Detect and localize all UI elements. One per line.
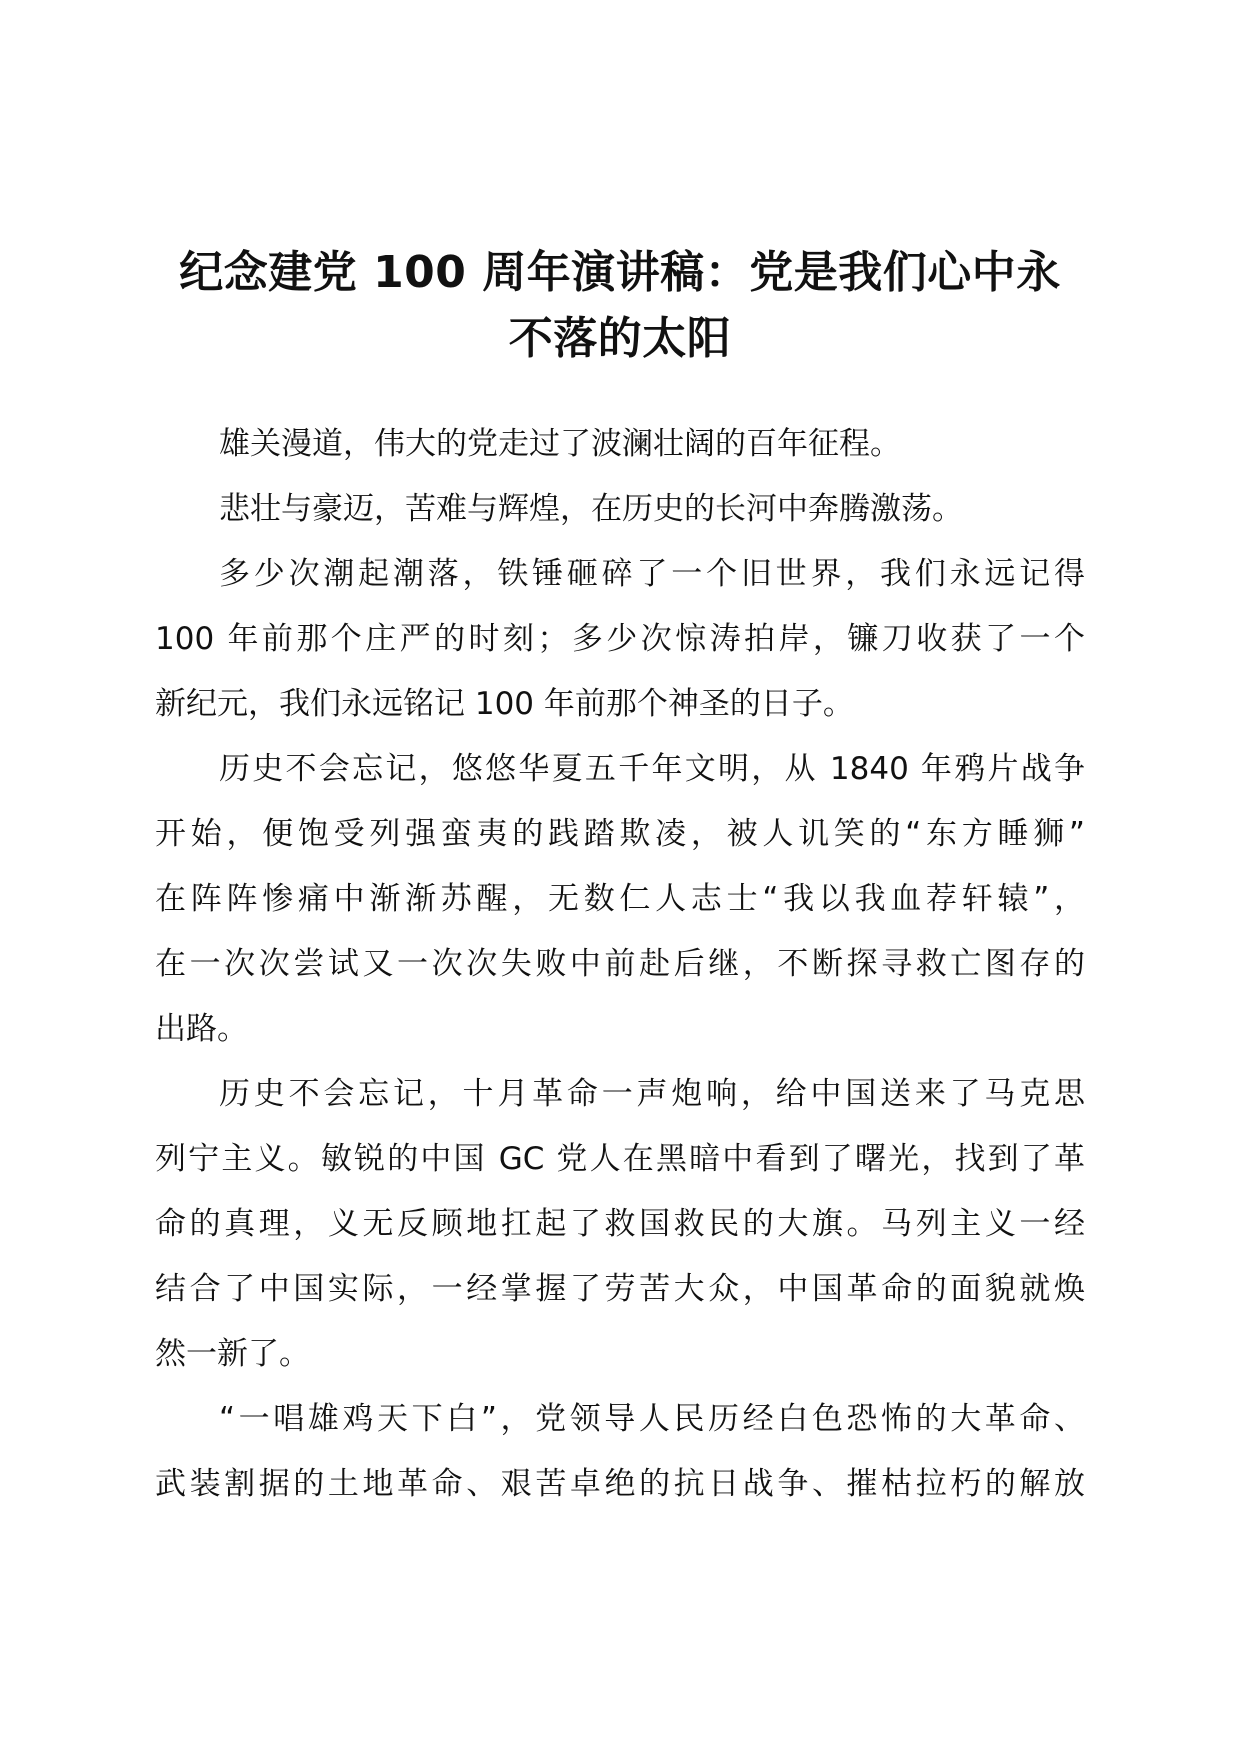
paragraph bbox=[155, 1387, 1085, 1517]
title-line: 纪念建党 100 周年演讲稿：党是我们心中永 bbox=[179, 247, 1061, 298]
paragraph-line: 命的真理，义无反顾地扛起了救国救民的大旗。马列主义一经 bbox=[155, 1206, 1085, 1242]
paragraph-line: 开始，便饱受列强蛮夷的践踏欺凌，被人讥笑的“东方睡狮” bbox=[155, 816, 1085, 852]
paragraph-line: 列宁主义。敏锐的中国 GC 党人在黑暗中看到了曙光，找到了革 bbox=[155, 1141, 1085, 1177]
paragraph-line: 100 年前那个庄严的时刻；多少次惊涛拍岸，镰刀收获了一个 bbox=[155, 621, 1085, 657]
paragraph-line: 在阵阵惨痛中渐渐苏醒，无数仁人志士“我以我血荐轩辕”， bbox=[155, 881, 1085, 917]
paragraph-line: 历史不会忘记，十月革命一声炮响，给中国送来了马克思 bbox=[219, 1076, 1085, 1112]
paragraph-line: 雄关漫道，伟大的党走过了波澜壮阔的百年征程。 bbox=[219, 426, 901, 462]
paragraph-line: “一唱雄鸡天下白”，党领导人民历经白色恐怖的大革命、 bbox=[219, 1401, 1085, 1437]
paragraph bbox=[155, 412, 1085, 477]
paragraph bbox=[155, 1062, 1085, 1387]
paragraph-line: 悲壮与豪迈，苦难与辉煌，在历史的长河中奔腾激荡。 bbox=[219, 491, 963, 527]
paragraph-line: 出路。 bbox=[155, 1011, 248, 1047]
paragraph-line: 然一新了。 bbox=[155, 1336, 310, 1372]
paragraph-line: 多少次潮起潮落，铁锤砸碎了一个旧世界，我们永远记得 bbox=[219, 556, 1085, 592]
paragraph bbox=[155, 477, 1085, 542]
paragraph-line: 历史不会忘记，悠悠华夏五千年文明，从 1840 年鸦片战争 bbox=[219, 751, 1085, 787]
document-title bbox=[150, 240, 1090, 372]
paragraph bbox=[155, 737, 1085, 1062]
paragraph-line: 武装割据的土地革命、艰苦卓绝的抗日战争、摧枯拉朽的解放 bbox=[155, 1466, 1085, 1502]
title-line: 不落的太阳 bbox=[508, 313, 732, 364]
paragraph-line: 结合了中国实际，一经掌握了劳苦大众，中国革命的面貌就焕 bbox=[155, 1271, 1085, 1307]
paragraph bbox=[155, 542, 1085, 737]
paragraph-line: 在一次次尝试又一次次失败中前赴后继，不断探寻救亡图存的 bbox=[155, 946, 1085, 982]
paragraph-line: 新纪元，我们永远铭记 100 年前那个神圣的日子。 bbox=[155, 686, 854, 722]
document-body bbox=[155, 412, 1085, 1517]
